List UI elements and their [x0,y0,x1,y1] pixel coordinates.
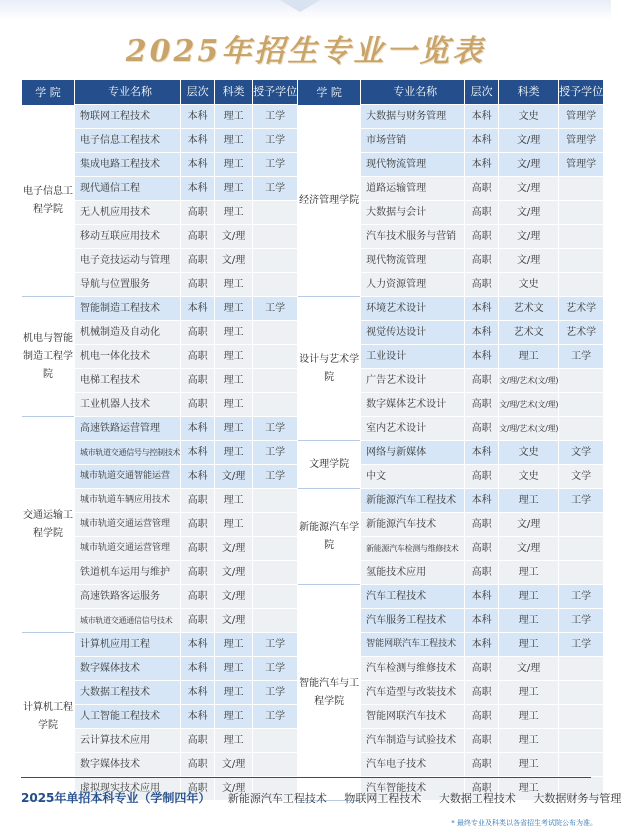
subject-cell: 理工 [499,345,558,369]
degree-cell [253,273,297,297]
major-name: 数字媒体技术 [75,657,180,681]
level-cell: 本科 [465,321,498,345]
subject-cell: 理工 [215,657,252,681]
level-cell: 高职 [465,465,498,489]
subject-cell: 文/理/艺术(文/理) [499,417,558,441]
header-college-right: 学 院 [298,80,360,105]
footer-item: 大数据工程技术 [438,792,516,805]
major-name: 新能源汽车技术 [361,513,464,537]
major-name: 汽车技术服务与营销 [361,225,464,249]
header-major: 专业名称 [75,80,180,105]
degree-cell: 艺术学 [559,321,603,345]
degree-cell [559,681,603,705]
level-cell: 本科 [465,345,498,369]
subject-cell: 理工 [215,297,252,321]
degree-cell: 管理学 [559,129,603,153]
subject-cell: 理工 [499,705,558,729]
level-cell: 高职 [465,249,498,273]
footer-undergrad-list [21,789,622,809]
degree-cell: 工学 [253,105,297,129]
degree-cell [253,225,297,249]
subject-cell: 文/理/艺术(文/理) [499,393,558,417]
level-cell: 高职 [181,537,214,561]
level-cell: 高职 [465,537,498,561]
table-row [22,297,603,321]
level-cell: 本科 [181,441,214,465]
subject-cell: 文/理 [215,561,252,585]
level-cell: 高职 [181,753,214,777]
major-name: 现代物流管理 [361,249,464,273]
major-name: 大数据与会计 [361,201,464,225]
level-cell: 高职 [181,513,214,537]
major-name: 汽车服务工程技术 [361,609,464,633]
table-row [22,585,603,609]
table-row [22,489,603,513]
footer-item: 大数据财务与管理 [533,792,622,805]
level-cell: 本科 [465,105,498,129]
bottom-divider [21,777,591,778]
major-name: 现代通信工程 [75,177,180,201]
major-name: 电子信息工程技术 [75,129,180,153]
subject-cell: 理工 [499,633,558,657]
subject-cell: 文/理 [215,777,252,801]
major-name: 现代物流管理 [361,153,464,177]
major-name: 工业设计 [361,345,464,369]
level-cell: 高职 [181,777,214,801]
degree-cell [559,513,603,537]
subject-cell: 理工 [215,105,252,129]
major-name: 城市轨道交通信号与控制技术 [75,441,180,465]
degree-cell [253,489,297,513]
degree-cell: 工学 [253,417,297,441]
degree-cell [559,225,603,249]
major-name: 机械制造及自动化 [75,321,180,345]
college-name-right: 设计与艺术学院 [298,297,360,441]
subject-cell: 理工 [215,729,252,753]
major-name: 铁道机车运用与维护 [75,561,180,585]
subject-cell: 理工 [215,705,252,729]
major-name: 大数据与财务管理 [361,105,464,129]
footer-title: 2025年单招本科专业（学制四年） [21,791,211,805]
degree-cell [253,345,297,369]
subject-cell: 艺术文 [499,297,558,321]
major-name: 氢能技术应用 [361,561,464,585]
subject-cell: 文/理 [499,225,558,249]
subject-cell: 理工 [215,321,252,345]
level-cell: 高职 [181,345,214,369]
subject-cell: 文/理 [215,753,252,777]
degree-cell: 工学 [559,489,603,513]
degree-cell [559,393,603,417]
subject-cell: 理工 [499,753,558,777]
subject-cell: 文/理 [499,657,558,681]
major-name: 汽车检测与维修技术 [361,657,464,681]
major-name: 电梯工程技术 [75,369,180,393]
major-name: 汽车智能技术 [361,777,464,801]
major-name: 人工智能工程技术 [75,705,180,729]
degree-cell [559,729,603,753]
level-cell: 高职 [465,729,498,753]
major-name: 城市轨道交通运营管理 [75,513,180,537]
header-subject-right: 科类 [499,80,558,105]
level-cell: 本科 [465,129,498,153]
level-cell: 本科 [465,441,498,465]
degree-cell [559,561,603,585]
major-name: 广告艺术设计 [361,369,464,393]
degree-cell: 工学 [559,633,603,657]
header-college: 学 院 [22,80,74,105]
degree-cell: 工学 [559,585,603,609]
subject-cell: 理工 [215,441,252,465]
subject-cell: 文史 [499,105,558,129]
subject-cell: 理工 [499,681,558,705]
subject-cell: 文/理 [499,177,558,201]
major-name: 物联网工程技术 [75,105,180,129]
subject-cell: 理工 [215,681,252,705]
level-cell: 高职 [465,777,498,801]
subject-cell: 文/理 [215,609,252,633]
subject-cell: 理工 [215,153,252,177]
header-level-right: 层次 [465,80,498,105]
level-cell: 高职 [465,657,498,681]
degree-cell [253,201,297,225]
level-cell: 高职 [181,561,214,585]
subject-cell: 理工 [215,633,252,657]
degree-cell [253,609,297,633]
degree-cell: 工学 [559,609,603,633]
degree-cell: 工学 [253,297,297,321]
subject-cell: 文史 [499,273,558,297]
degree-cell: 工学 [253,465,297,489]
major-name: 汽车电子技术 [361,753,464,777]
level-cell: 高职 [465,201,498,225]
subject-cell: 理工 [215,417,252,441]
header-subject: 科类 [215,80,252,105]
level-cell: 高职 [181,249,214,273]
level-cell: 高职 [465,177,498,201]
degree-cell: 工学 [559,345,603,369]
major-table [21,80,604,801]
major-name: 移动互联应用技术 [75,225,180,249]
college-name-right: 文理学院 [298,441,360,489]
major-name: 智能制造工程技术 [75,297,180,321]
subject-cell: 文/理 [215,585,252,609]
subject-cell: 理工 [215,273,252,297]
subject-cell: 理工 [215,369,252,393]
degree-cell [559,369,603,393]
degree-cell [559,657,603,681]
level-cell: 本科 [181,417,214,441]
major-name: 集成电路工程技术 [75,153,180,177]
level-cell: 高职 [465,225,498,249]
major-name: 电子竞技运动与管理 [75,249,180,273]
major-name: 道路运输管理 [361,177,464,201]
level-cell: 高职 [181,321,214,345]
major-name: 云计算技术应用 [75,729,180,753]
degree-cell: 工学 [253,705,297,729]
level-cell: 高职 [465,393,498,417]
subject-cell: 理工 [215,489,252,513]
major-name: 视觉传达设计 [361,321,464,345]
subject-cell: 理工 [215,129,252,153]
subject-cell: 理工 [215,393,252,417]
college-name-right: 经济管理学院 [298,105,360,297]
subject-cell: 艺术文 [499,321,558,345]
degree-cell [253,249,297,273]
subject-cell: 理工 [215,345,252,369]
subject-cell: 文/理 [215,225,252,249]
level-cell: 高职 [465,369,498,393]
degree-cell: 工学 [253,657,297,681]
major-name: 机电一体化技术 [75,345,180,369]
college-name-right: 智能汽车与工程学院 [298,585,360,801]
degree-cell [253,585,297,609]
degree-cell [559,273,603,297]
level-cell: 本科 [181,297,214,321]
degree-cell [253,729,297,753]
degree-cell [253,393,297,417]
subject-cell: 理工 [499,609,558,633]
subject-cell: 文史 [499,441,558,465]
major-name: 高速铁路客运服务 [75,585,180,609]
level-cell: 高职 [181,393,214,417]
degree-cell: 工学 [253,633,297,657]
major-name: 新能源汽车检测与维修技术 [361,537,464,561]
major-name: 无人机应用技术 [75,201,180,225]
major-name: 虚拟现实技术应用 [75,777,180,801]
level-cell: 本科 [181,177,214,201]
college-name-left: 机电与智能制造工程学院 [22,297,74,417]
level-cell: 高职 [181,609,214,633]
level-cell: 高职 [181,489,214,513]
level-cell: 高职 [465,753,498,777]
college-name-left: 交通运输工程学院 [22,417,74,633]
major-name: 网络与新媒体 [361,441,464,465]
level-cell: 本科 [465,633,498,657]
subject-cell: 理工 [215,177,252,201]
degree-cell: 管理学 [559,153,603,177]
degree-cell: 管理学 [559,105,603,129]
major-name: 数字媒体艺术设计 [361,393,464,417]
subject-cell: 理工 [499,489,558,513]
level-cell: 本科 [465,297,498,321]
degree-cell: 工学 [253,129,297,153]
subject-cell: 文/理 [499,513,558,537]
degree-cell [559,705,603,729]
subject-cell: 文/理 [499,153,558,177]
degree-cell [559,177,603,201]
level-cell: 本科 [181,705,214,729]
major-name: 环境艺术设计 [361,297,464,321]
major-name: 中文 [361,465,464,489]
level-cell: 本科 [181,681,214,705]
degree-cell: 艺术学 [559,297,603,321]
major-name: 新能源汽车工程技术 [361,489,464,513]
degree-cell [253,369,297,393]
major-name: 汽车工程技术 [361,585,464,609]
subject-cell: 理工 [499,585,558,609]
header-level: 层次 [181,80,214,105]
table-row [22,441,603,465]
degree-cell [559,753,603,777]
subject-cell: 文/理 [499,129,558,153]
subject-cell: 文/理 [499,249,558,273]
level-cell: 本科 [181,657,214,681]
degree-cell [559,201,603,225]
table-header-row [22,80,603,105]
degree-cell: 文学 [559,441,603,465]
degree-cell [559,249,603,273]
level-cell: 高职 [465,417,498,441]
degree-cell [559,537,603,561]
level-cell: 高职 [181,201,214,225]
subject-cell: 文/理/艺术(文/理) [499,369,558,393]
level-cell: 高职 [181,369,214,393]
header-degree-right: 授予学位 [559,80,603,105]
major-name: 城市轨道交通运营管理 [75,537,180,561]
subject-cell: 文/理 [215,249,252,273]
table-row [22,105,603,129]
level-cell: 本科 [181,105,214,129]
header-major-right: 专业名称 [361,80,464,105]
major-name: 高速铁路运营管理 [75,417,180,441]
level-cell: 高职 [181,729,214,753]
major-name: 智能网联汽车技术 [361,705,464,729]
degree-cell: 工学 [253,681,297,705]
major-name: 城市轨道交通智能运营 [75,465,180,489]
major-name: 工业机器人技术 [75,393,180,417]
degree-cell: 工学 [253,441,297,465]
level-cell: 高职 [181,585,214,609]
degree-cell [253,513,297,537]
level-cell: 本科 [181,153,214,177]
footer-item: 物联网工程技术 [344,792,422,805]
degree-cell: 工学 [253,177,297,201]
subject-cell: 文/理 [215,465,252,489]
level-cell: 本科 [181,633,214,657]
level-cell: 本科 [465,153,498,177]
major-name: 计算机应用工程 [75,633,180,657]
major-name: 大数据工程技术 [75,681,180,705]
level-cell: 本科 [465,609,498,633]
subject-cell: 文史 [499,465,558,489]
subject-cell: 理工 [215,201,252,225]
level-cell: 高职 [465,513,498,537]
table-body [22,105,603,801]
footer-item: 新能源汽车工程技术 [227,792,327,805]
subject-cell: 文/理 [499,201,558,225]
level-cell: 本科 [181,465,214,489]
major-name: 导航与位置服务 [75,273,180,297]
subject-cell: 理工 [499,777,558,801]
header-degree: 授予学位 [253,80,297,105]
top-notch-decor [280,0,320,14]
degree-cell: 工学 [253,153,297,177]
major-name: 城市轨道车辆应用技术 [75,489,180,513]
major-name: 智能网联汽车工程技术 [361,633,464,657]
college-name-left: 电子信息工程学院 [22,105,74,297]
subject-cell: 理工 [499,561,558,585]
subject-cell: 文/理 [215,537,252,561]
major-name: 汽车制造与试验技术 [361,729,464,753]
degree-cell [253,321,297,345]
subject-cell: 理工 [499,729,558,753]
level-cell: 高职 [465,705,498,729]
footnote: * 最终专业及科类以各省招生考试院公布为准。 [451,819,597,827]
major-name: 数字媒体技术 [75,753,180,777]
degree-cell [253,561,297,585]
level-cell: 高职 [181,273,214,297]
level-cell: 高职 [465,561,498,585]
degree-cell [253,537,297,561]
level-cell: 本科 [465,489,498,513]
level-cell: 本科 [181,129,214,153]
major-name: 市场营销 [361,129,464,153]
major-name: 人力资源管理 [361,273,464,297]
degree-cell [559,417,603,441]
college-name-right: 新能源汽车学院 [298,489,360,585]
level-cell: 高职 [465,273,498,297]
major-name: 室内艺术设计 [361,417,464,441]
major-name: 城市轨道交通通信信号技术 [75,609,180,633]
degree-cell: 文学 [559,465,603,489]
level-cell: 高职 [465,681,498,705]
page-title: 2025年招生专业一览表 [125,34,486,69]
major-name: 汽车造型与改装技术 [361,681,464,705]
degree-cell [253,753,297,777]
level-cell: 高职 [181,225,214,249]
subject-cell: 文/理 [499,537,558,561]
level-cell: 本科 [465,585,498,609]
subject-cell: 理工 [215,513,252,537]
college-name-left: 计算机工程学院 [22,633,74,801]
